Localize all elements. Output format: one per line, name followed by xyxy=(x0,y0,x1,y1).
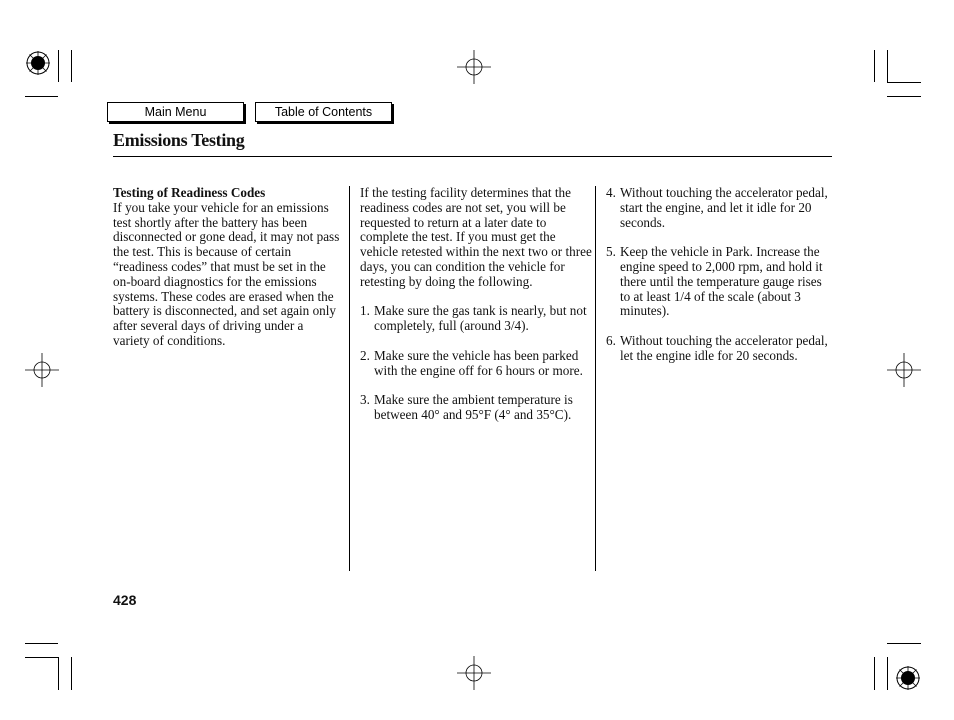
crosshair-mark-icon xyxy=(887,353,921,387)
step-text: Keep the vehicle in Park. Increase the engine speed to 2,000 rpm, and hold it there until the temperature gauge rises to at least 1/4 of the scale (about 3 minutes). xyxy=(620,244,823,319)
paragraph: If you take your vehicle for an emissions test shortly after the battery has been disconnected or gone dead, it may not pass the test. This is because of certain “readiness codes” that must be set in the on-board diagnostics for the emissions systems. These codes are erased when the battery is disconnected, and set again only after several days of driving under a variety of conditions. xyxy=(113,199,340,348)
step-text: Without touching the accelerator pedal, let the engine idle for 20 seconds. xyxy=(620,332,828,363)
step-number: 6. xyxy=(606,332,616,348)
step-text: Make sure the ambient temperature is between 40° and 95°F (4° and 35°C). xyxy=(374,392,573,422)
list-item xyxy=(606,245,834,319)
registration-mark-icon xyxy=(25,50,51,76)
step-number: 4. xyxy=(606,185,616,200)
column-1 xyxy=(113,186,341,364)
crosshair-mark-icon xyxy=(457,656,491,690)
column-2 xyxy=(360,186,592,438)
list-item xyxy=(360,349,592,379)
step-number: 2. xyxy=(360,347,370,363)
main-menu-button[interactable]: Main Menu xyxy=(107,102,244,122)
crosshair-mark-icon xyxy=(25,353,59,387)
list-item xyxy=(360,304,592,334)
page-number: 428 xyxy=(113,592,137,608)
list-item xyxy=(606,186,834,230)
table-of-contents-button[interactable]: Table of Contents xyxy=(255,102,392,122)
column-divider xyxy=(595,186,596,571)
list-item xyxy=(606,334,834,364)
page-title: Emissions Testing xyxy=(113,130,245,150)
step-text: Make sure the vehicle has been parked with the engine off for 6 hours or more. xyxy=(374,347,583,378)
paragraph: If the testing facility determines that the readiness codes are not set, you will be requested to return at a later date to complete the test. If you must get the vehicle retested within the next two or three days, you can condition the vehicle for retesting by doing the following. xyxy=(360,185,592,289)
crosshair-mark-icon xyxy=(457,50,491,84)
step-number: 3. xyxy=(360,392,370,408)
step-number: 1. xyxy=(360,303,370,319)
list-item xyxy=(360,393,592,423)
step-number: 5. xyxy=(606,244,616,260)
section-heading: Testing of Readiness Codes xyxy=(113,185,266,200)
title-divider xyxy=(113,156,832,157)
step-text: Without touching the accelerator pedal, start the engine, and let it idle for 20 seconds. xyxy=(620,185,828,230)
step-text: Make sure the gas tank is nearly, but not completely, full (around 3/4). xyxy=(374,303,587,334)
registration-mark-icon xyxy=(895,665,921,691)
column-divider xyxy=(349,186,350,571)
column-3 xyxy=(606,186,834,378)
